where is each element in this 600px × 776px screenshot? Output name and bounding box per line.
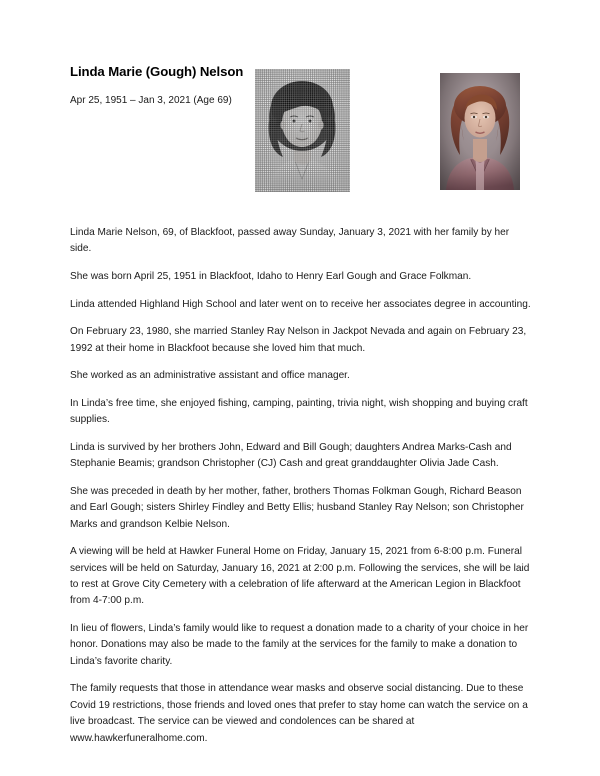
- obituary-paragraph: Linda Marie Nelson, 69, of Blackfoot, passed away Sunday, January 3, 2021 with her family by her side.: [70, 227, 510, 255]
- obituary-paragraph: In Linda’s free time, she enjoyed fishing, camping, painting, trivia night, wish shopping and buying craft supplies.: [70, 397, 528, 426]
- document-header: [70, 64, 260, 107]
- obituary-paragraph: On February 23, 1980, she married Stanley Ray Nelson in Jackpot Nevada and again on February 23, 1992 at their home in Blackfoot because she loved him that much.: [70, 326, 527, 354]
- obituary-paragraph: Linda attended Highland High School and later went on to receive her associates degree in accounting.: [70, 298, 531, 310]
- portrait-bw-illustration: [255, 69, 350, 192]
- obituary-paragraph: She worked as an administrative assistant and office manager.: [70, 370, 350, 382]
- page-title: Linda Marie (Gough) Nelson: [70, 64, 244, 79]
- obituary-body: [70, 225, 532, 747]
- obituary-paragraph: She was preceded in death by her mother, father, brothers Thomas Folkman Gough, Richard Beason and Earl Gough; sisters Shirley Findley and Betty Ellis; husband Stanley Ray Nelson; son Christopher Marks and grandson Kelbie Nelson.: [70, 485, 524, 530]
- life-dates: Apr 25, 1951 – Jan 3, 2021 (Age 69): [70, 94, 232, 106]
- obituary-paragraph: She was born April 25, 1951 in Blackfoot, Idaho to Henry Earl Gough and Grace Folkman.: [70, 271, 472, 282]
- obituary-paragraph: Linda is survived by her brothers John, Edward and Bill Gough; daughters Andrea Marks-Cash and Stephanie Beamis; grandson Christopher (CJ) Cash and great granddaughter Olivia Jade Cash.: [70, 441, 512, 470]
- portrait-color-illustration: [440, 73, 520, 190]
- portrait-photo-color: [440, 73, 520, 190]
- obituary-paragraph: A viewing will be held at Hawker Funeral Home on Friday, January 15, 2021 from 6-8:00 p.m. Funeral services will be held on Saturday, January 16, 2021 at 2:00 p.m. Following the services, she will be laid to rest at Grove City Cemetery with a celebration of life afterward at the American Legion in Blackfoot from 4-7:00 p.m.: [70, 546, 530, 607]
- obituary-paragraph: In lieu of flowers, Linda’s family would like to request a donation made to a charity of your choice in her honor. Donations may also be made to the family at the services for the family to make a donation to Linda’s favorite charity.: [70, 623, 529, 667]
- portrait-photo-black-and-white: [255, 69, 350, 192]
- obituary-paragraph: The family requests that those in attendance wear masks and observe social distancing. Due to these Covid 19 restrictions, those friends and loved ones that prefer to stay home can watch the service on a live broadcast. The service can be viewed and condolences can be shared at www.hawkerfuneralhome.com.: [70, 683, 528, 744]
